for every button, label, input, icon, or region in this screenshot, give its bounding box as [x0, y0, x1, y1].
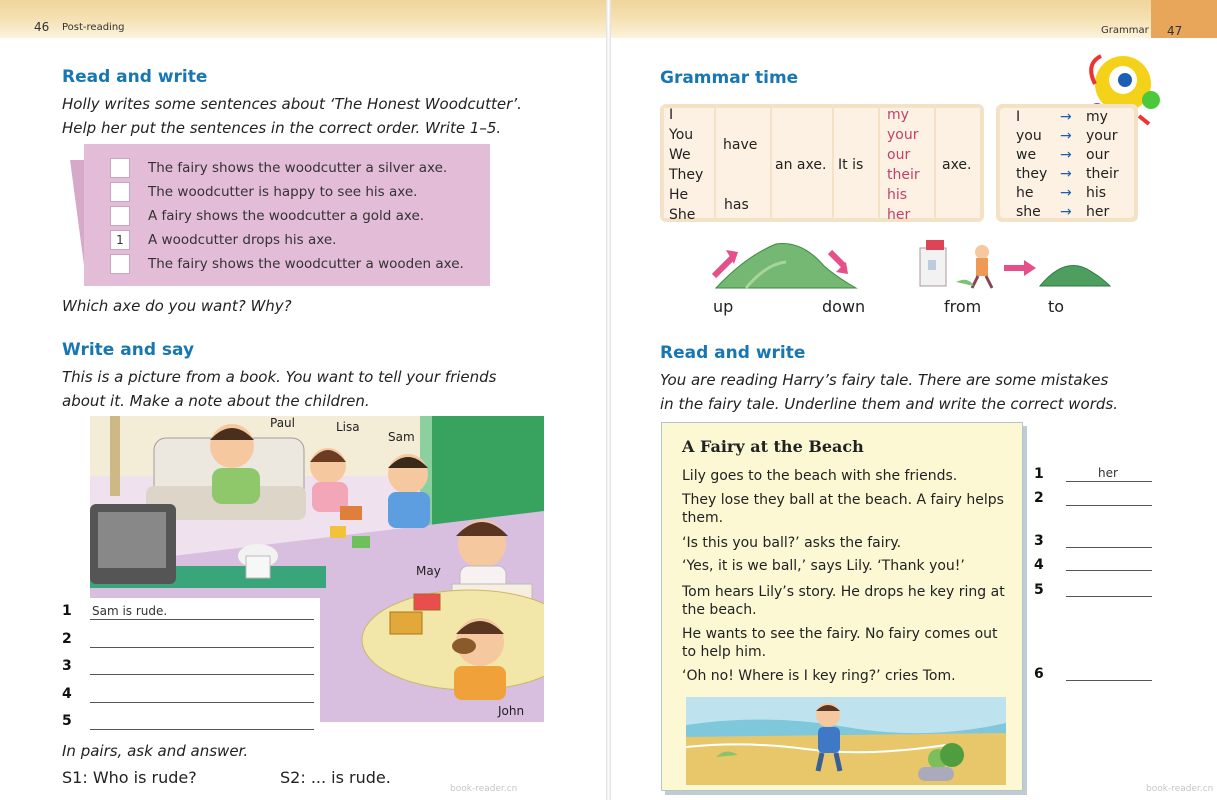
order-box[interactable] [110, 254, 130, 274]
story-sentence: He wants to see the fairy. No fairy comes out to help him. [682, 626, 998, 660]
sentence-row [110, 254, 464, 274]
story-sentence: Lily goes to the beach with she friends. [682, 468, 958, 484]
watermark: book-reader.cn [1146, 784, 1214, 794]
story-sentence: Tom hears Lily’s story. He drops he key ring at the beach. [682, 584, 1005, 618]
sentence-text: A woodcutter drops his axe. [148, 232, 337, 248]
prep-from: from [944, 297, 982, 316]
note-number: 1 [62, 603, 72, 619]
order-box[interactable] [110, 158, 130, 178]
map-possessive: your [1086, 128, 1118, 144]
story-sentence: ‘Yes, it is we ball,’ says Lily. ‘Thank you!’ [682, 558, 965, 574]
note-line[interactable] [90, 729, 314, 730]
note-line[interactable] [90, 702, 314, 703]
fairy-tale-box [661, 422, 1023, 791]
subject-cell: I [669, 107, 674, 123]
prep-down: down [822, 297, 866, 316]
label-paul: Paul [270, 416, 295, 430]
s1-question: S1: Who is rude? [62, 768, 197, 787]
subject-cell: He [669, 187, 689, 203]
instruction-line-3: This is a picture from a book. You want to tell your friends [62, 368, 497, 386]
instruction-line-4: about it. Make a note about the children. [62, 392, 370, 410]
map-possessive: my [1086, 109, 1108, 125]
possessive-cell: your [887, 127, 919, 143]
beach-illustration [686, 697, 1006, 785]
sentence-row [110, 230, 336, 250]
sentence-text: The fairy shows the woodcutter a wooden axe. [148, 256, 464, 272]
map-possessive: his [1086, 185, 1107, 201]
possessive-cell: their [887, 167, 920, 183]
prep-up: up [713, 297, 734, 316]
arrow-icon: → [1060, 185, 1072, 201]
answer-line[interactable] [1066, 680, 1152, 681]
arrow-icon: → [1060, 166, 1072, 182]
map-subject: they [1016, 166, 1048, 182]
possessive-cell: my [887, 107, 909, 123]
story-sentence: ‘Oh no! Where is I key ring?’ cries Tom. [682, 668, 956, 684]
order-box[interactable] [110, 182, 130, 202]
note-line[interactable] [90, 619, 314, 620]
answer-number: 2 [1034, 490, 1044, 506]
possessive-cell: our [887, 147, 911, 163]
sentence-text: The fairy shows the woodcutter a silver axe. [148, 160, 448, 176]
answer-line[interactable] [1066, 570, 1152, 571]
instruction-line-right-2: in the fairy tale. Underline them and write the correct words. [660, 395, 1118, 413]
story-sentence: ‘Is this you ball?’ asks the fairy. [682, 535, 902, 551]
answer-line[interactable] [1066, 547, 1152, 548]
axe-word: axe. [942, 157, 972, 173]
map-subject: she [1016, 204, 1041, 220]
mountain-up-down-illustration [706, 236, 866, 292]
answer-line[interactable] [1066, 481, 1152, 482]
read-write-heading-right: Read and write [660, 343, 806, 363]
sentence-row [110, 158, 447, 178]
instruction-line-1: Holly writes some sentences about ‘The Honest Woodcutter’. [62, 95, 522, 113]
sentence-text: A fairy shows the woodcutter a gold axe. [148, 208, 425, 224]
map-possessive: their [1086, 166, 1119, 182]
page-number: 46 [34, 20, 50, 34]
answer-value[interactable]: her [1098, 466, 1118, 480]
story-title: A Fairy at the Beach [682, 437, 864, 456]
possessive-cell: his [887, 187, 908, 203]
prep-to: to [1048, 297, 1065, 316]
answer-line[interactable] [1066, 596, 1152, 597]
arrow-icon: → [1060, 128, 1072, 144]
map-subject: he [1016, 185, 1034, 201]
subject-cell: She [669, 207, 696, 223]
write-say-heading: Write and say [62, 340, 195, 360]
map-subject: you [1016, 128, 1042, 144]
answer-number: 3 [1034, 533, 1044, 549]
s2-answer: S2: ... is rude. [280, 768, 391, 787]
section-tag: Post-reading [62, 22, 125, 33]
instruction-line-right-1: You are reading Harry’s fairy tale. There are some mistakes [660, 371, 1109, 389]
answer-number: 6 [1034, 666, 1044, 682]
label-john: John [498, 704, 525, 718]
order-box[interactable]: 1 [110, 230, 130, 250]
note-line[interactable] [90, 647, 314, 648]
note-number: 4 [62, 686, 72, 702]
map-possessive: our [1086, 147, 1110, 163]
label-may: May [416, 564, 441, 578]
map-possessive: her [1086, 204, 1110, 220]
arrow-icon: → [1060, 109, 1072, 125]
possessive-cell: her [887, 207, 911, 223]
subject-cell: They [669, 167, 704, 183]
section-tag: Grammar [1101, 25, 1149, 36]
sentence-row [110, 206, 424, 226]
instruction-line-2: Help her put the sentences in the correct order. Write 1–5. [62, 119, 502, 137]
page-number: 47 [1167, 24, 1183, 38]
answer-number: 5 [1034, 582, 1044, 598]
it-is: It is [838, 157, 864, 173]
answer-line[interactable] [1066, 505, 1152, 506]
question: Which axe do you want? Why? [62, 297, 292, 315]
answer-number: 1 [1034, 466, 1044, 482]
pairs-instruction: In pairs, ask and answer. [62, 742, 249, 760]
order-box[interactable] [110, 206, 130, 226]
arrow-icon: → [1060, 147, 1072, 163]
note-number: 5 [62, 713, 72, 729]
note-answer[interactable]: Sam is rude. [92, 604, 168, 618]
verb-have: have [723, 137, 758, 153]
subject-cell: We [669, 147, 691, 163]
label-lisa: Lisa [336, 420, 360, 434]
map-subject: we [1016, 147, 1037, 163]
corner-tab [1151, 0, 1217, 38]
note-line[interactable] [90, 674, 314, 675]
watermark: book-reader.cn [450, 784, 518, 794]
story-sentence: They lose they ball at the beach. A fairy helps them. [682, 492, 1004, 526]
label-sam: Sam [388, 430, 415, 444]
subject-cell: You [669, 127, 694, 143]
left-page [0, 0, 606, 800]
verb-has: has [724, 197, 749, 213]
answer-number: 4 [1034, 557, 1044, 573]
object-an-axe: an axe. [775, 157, 827, 173]
sentence-row [110, 182, 417, 202]
note-number: 3 [62, 658, 72, 674]
grammar-time-heading: Grammar time [660, 68, 799, 88]
map-subject: I [1016, 109, 1021, 125]
arrow-icon: → [1060, 204, 1072, 220]
sentence-text: The woodcutter is happy to see his axe. [148, 184, 418, 200]
note-number: 2 [62, 631, 72, 647]
read-write-heading: Read and write [62, 67, 208, 87]
house-to-hill-illustration [916, 236, 1112, 292]
